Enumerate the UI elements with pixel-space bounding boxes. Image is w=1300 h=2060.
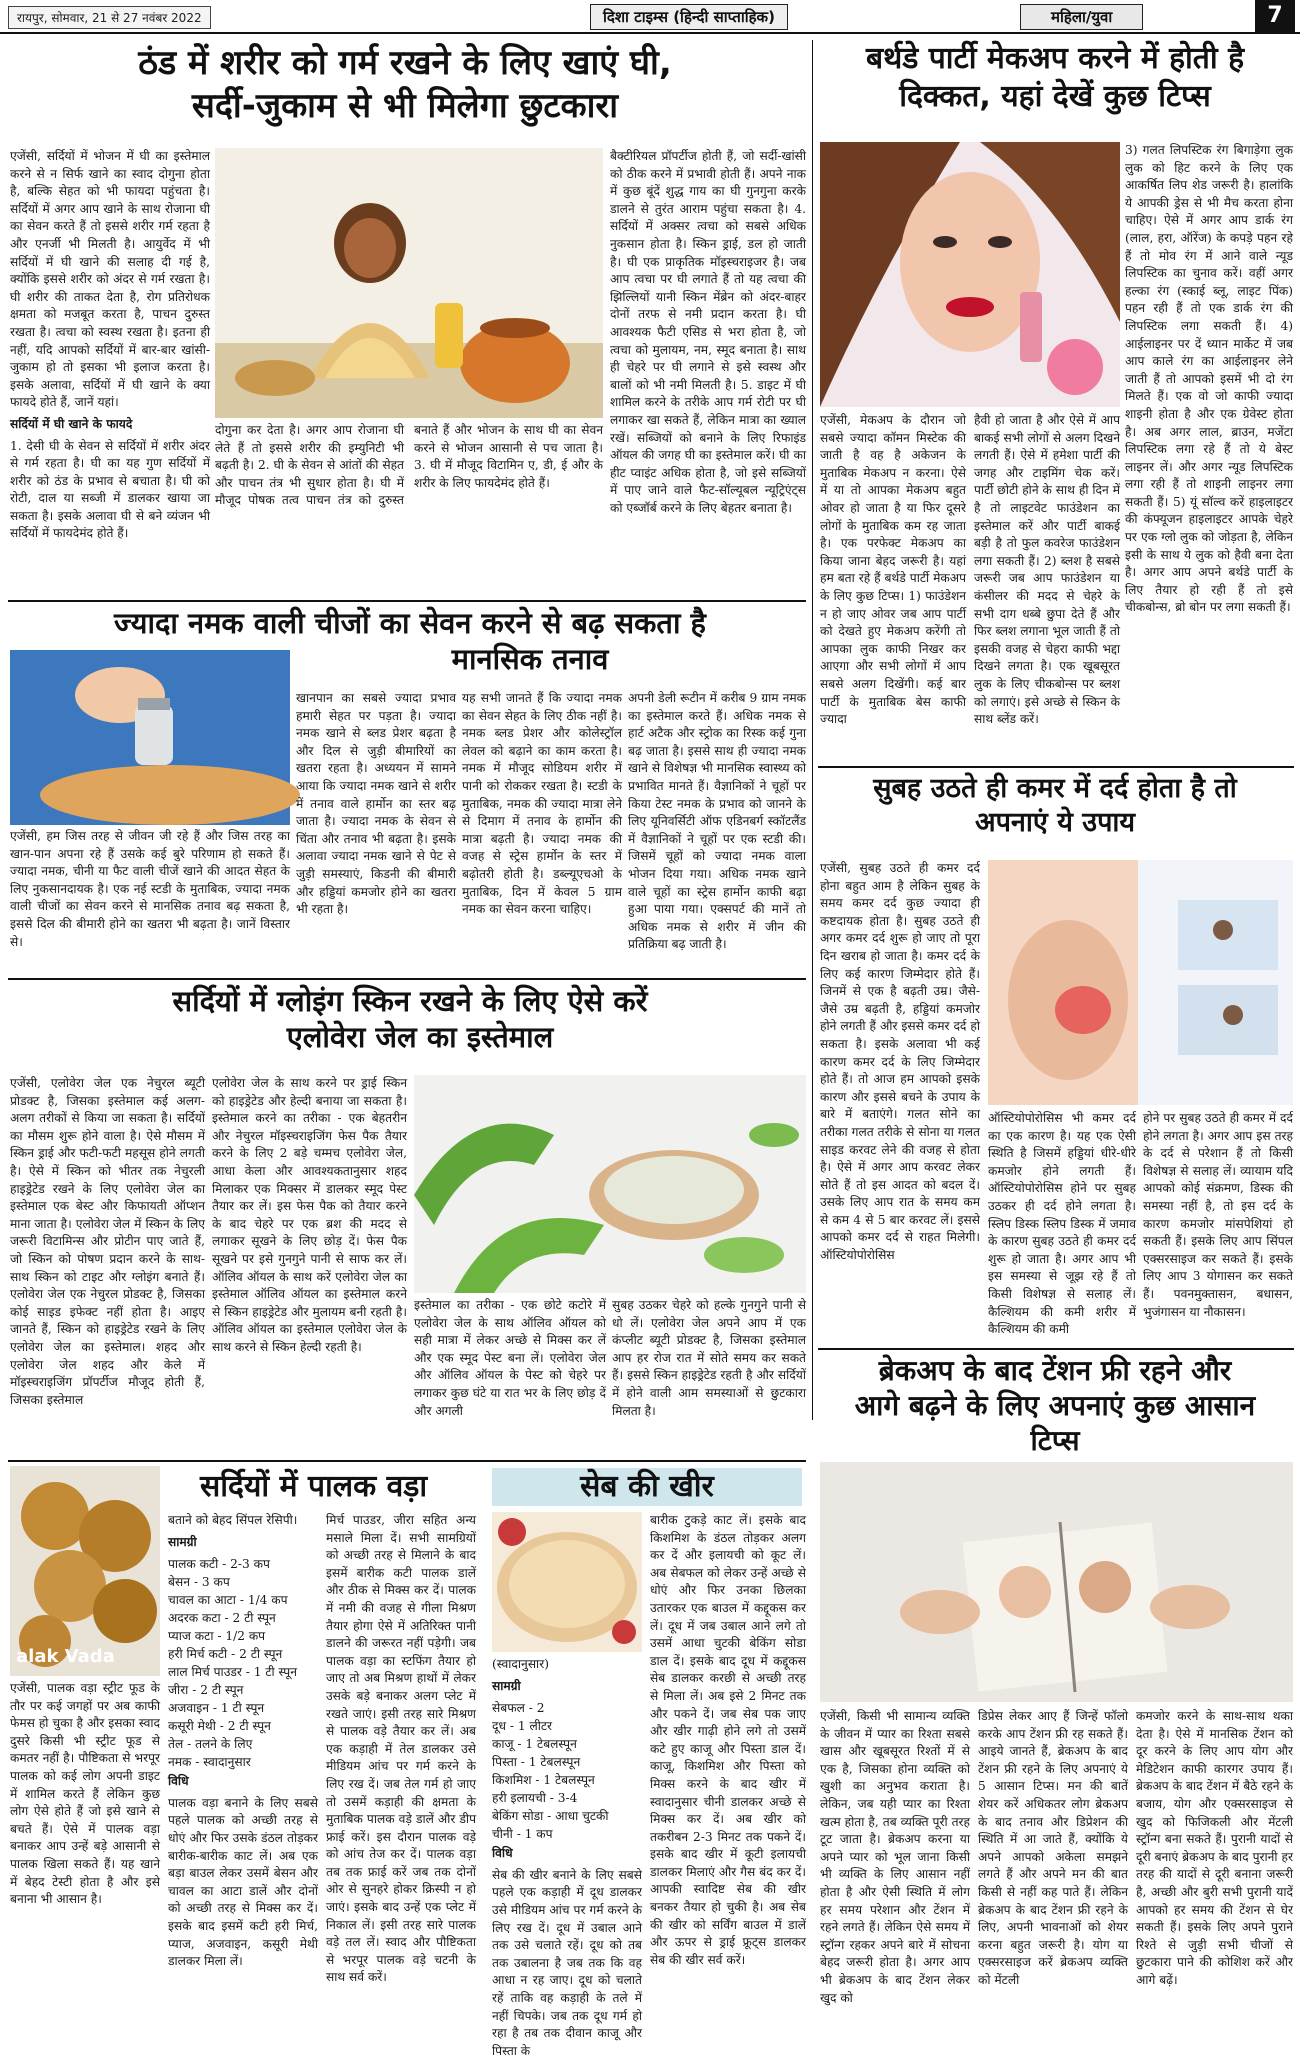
ghee-headline-line1: ठंड में शरीर को गर्म रखने के लिए खाएं घी, (138, 43, 672, 83)
salt-column-4 (628, 690, 806, 976)
salt-col3-text: यह सभी जानते हैं कि ज्यादा नमक का सेवन सेहत के लिए ठीक नहीं है। नमक ब्लड प्रेशर और कोलेस्ट्रॉल लेवल को बढ़ाने का काम करता है। नमक में मौजूद सोडियम शरीर में पानी को रोककर रखता है। स्टडी के मुताबिक, नमक की ज्यादा मात्रा लेने से दिमाग में तनाव के हार्मोन की मात्रा बढ़ती है। ज्यादा नमक की वजह से स्ट्रेस हार्मोन के स्तर में बढ़ोतरी होती है। डब्ल्यूएचओ के मुताबिक, दिन में केवल 5 ग्राम नमक का सेवन करना चाहिए। (462, 691, 622, 917)
ghee-column-2 (215, 422, 603, 598)
salt-headline-line2: मानसिक तनाव (451, 642, 609, 677)
aloe-headline (60, 983, 760, 1056)
palak-left-paragraph: एजेंसी, पालक वड़ा स्ट्रीट फूड के तौर पर कई जगहों पर अब काफी फेमस हो चुका है और इसका स्वाद दुसरे किसी भी स्ट्रीट फूड से कमतर नहीं है। पौष्टिकता से भरपूर पालक को कई लोग अपनी डाइट में शामिल करते हैं लेकिन कुछ लोग ऐसे होते हैं जो इसे खाने से बचते हैं। ऐसे में पालक वड़ा बनाकर आप उन्हें बड़े आसानी से पालक खिला सकते हैं। यह खाने में बेहद टेस्टी होता है और इसे बनाना भी आसान है। (10, 1681, 160, 1907)
palak-ingredients-list (168, 1555, 318, 1771)
kheer-photo (492, 1512, 642, 1652)
palak-method-heading: विधि (168, 1774, 189, 1789)
masthead-section: महिला/युवा (1020, 4, 1143, 30)
backpain-col2-text: ऑस्टियोपोरोसिस भी कमर दर्द का एक कारण है। यह एक ऐसी स्थिति है जिसमें हड्डियां धीरे-धीरे कमजोर होने लगती हैं। ऑस्टियोपोरोसिस होने पर सुबह उठकर ही दर्द होने लगता है। स्लिप डिस्क स्लिप डिस्क में जमाव के कारण सुबह उठते ही कमर दर्द शुरू हो जाता है। अगर आप भी इस समस्या से जूझ रहे हैं तो किसी विशेषज्ञ से सलाह लें। कैल्शियम की कमी शरीर में कैल्शियम की कमी (988, 1111, 1136, 1337)
backpain-photo (988, 860, 1293, 1105)
kheer-servings: (स्वादानुसार) (492, 1657, 549, 1671)
palak-ingredient: हरी मिर्च कटी - 2 टी स्पून (168, 1647, 283, 1662)
breakup-column-3 (1136, 1708, 1293, 2045)
breakup-photo (820, 1462, 1293, 1702)
aloe-photo (414, 1075, 806, 1293)
kheer-ingredients-list (492, 1699, 642, 1843)
palak-ingredient: नमक - स्वादानुसार (168, 1755, 251, 1770)
makeup-col2-text: हैवी हो जाता है और ऐसे में आप बाकई सभी लोगों से अलग दिखने लगती हैं। ऐसे में हमेशा पार्टी की जगह और टाइमिंग चेक करें। पार्टी छोटी होने के साथ ही दिन में है तो लाइटवेट फाउंडेशन का इस्तेमाल करें और पार्टी बाकई बड़ी है तो फुल कवरेज फाउंडेशन लगा सकती हैं। 2) ब्लश है सबसे जरूरी जब आप फाउंडेशन या कंसीलर की मदद से चेहरे के सभी दाग धब्बे छुपा देते हैं और फिर ब्लश लगाना भूल जाती हैं तो इसकी वजह से चेहरा काफी भद्दा दिखने लगता है। एक खूबसूरत लुक के लिए चीकबोन्स पर ब्लश को लगाएं। इसे अच्छे से स्किन के साथ ब्लेंड करें। (974, 413, 1120, 727)
kheer-method-heading: विधि (492, 1846, 513, 1861)
palak-photo (10, 1466, 160, 1676)
kheer-ingredient: काजू - 1 टेबलस्पून (492, 1737, 577, 1752)
palak-column-2 (326, 1512, 476, 2045)
backpain-headline-line1: सुबह उठते ही कमर में दर्द होता है तो (873, 773, 1237, 804)
aloe-column-3 (414, 1297, 606, 1455)
ghee-col3-text: बैक्टीरियल प्रॉपर्टीज होती हैं, जो सर्दी-खांसी को ठीक करने में प्रभावी होती हैं। अपने नाक में कुछ बूंदें शुद्ध गाय का घी गुनगुना करके डालने से तुरंत आराम पहुंचा सकता है। 4. सर्दियों में अक्सर त्वचा को सबसे अधिक नुकसान होता है। स्किन ड्राई, डल हो जाती है। घी एक प्राकृतिक मॉइस्चराइजर है। जब आप त्वचा पर घी लगाते हैं तो यह त्वचा की झिल्लियों यानी स्किन मेंब्रेन को अंदर-बाहर दोनों तरफ से नमी प्रदान करता है। घी आवश्यक फैटी एसिड से भरा होता है, जो त्वचा को मुलायम, नम, स्मूद बनाता है। साथ ही चेहरे पर घी लगाने से इसे स्वस्थ और बालों को भी नमी मिलती है। 5. डाइट में घी शामिल करने के तरीके आप गर्म रोटी पर घी लगाकर खा सकते हैं, लेकिन मात्रा का ख्याल रखें। सब्जियों को बनाने के लिए रिफाइंड ऑयल की जगह घी का इस्तेमाल करें। घी का हीट प्वाइंट अधिक होता है, जो इसे सब्जियों में पाए जाने वाले फैट-सॉल्यूबल न्यूट्रिएंट्स को एब्जॉर्ब करने के लिए बेहतर बनाता है। (610, 149, 806, 515)
ghee-column-1 (10, 148, 210, 598)
column-divider (812, 40, 813, 1420)
salt-headline-line1: ज्यादा नमक वाली चीजों का सेवन करने से बढ़ सकता है (114, 606, 706, 640)
palak-ingredient: जीरा - 2 टी स्पून (168, 1683, 244, 1698)
makeup-headline-line1: बर्थडे पार्टी मेकअप करने में होती है (865, 41, 1245, 76)
salt-col2-text: खानपान का सबसे ज्यादा प्रभाव हमारी सेहत पर पड़ता है। ज्यादा नमक खाने से ब्लड प्रेशर बढ़ता है और दिल से जुड़ी बीमारियों का खतरा रहता है। अध्ययन में सामने आया कि ज्यादा नमक खाने से शरीर में तनाव वाले हार्मोन का स्तर बढ़ जाता है। ज्यादा नमक के सेवन से चिंता और तनाव भी बढ़ता है। इसके अलावा ज्यादा नमक खाने से पेट से जुड़ी समस्याएं, किडनी की बीमारी और हड्डियां कमजोर होने का खतरा भी रहता है। (296, 691, 456, 917)
salt-column-2 (296, 690, 456, 976)
kheer-left-column (492, 1656, 642, 2058)
aloe-column-4 (612, 1297, 806, 1455)
backpain-column-2 (988, 1110, 1136, 1340)
palak-method-text: पालक वड़ा बनाने के लिए सबसे पहले पालक को अच्छी तरह से धोएं और फिर उसके डंठल तोड़कर बारीक-बारीक काट लें। अब एक बड़ा बाउल लेकर उसमें बेसन और चावल का आटा डालें और दोनों को अच्छी तरह से मिक्स कर दें। इसके बाद इसमें कटी हरी मिर्च, प्याज, अजवाइन, कसूरी मेथी डालकर मिला लें। (168, 1795, 318, 1969)
backpain-column-1 (820, 860, 980, 1340)
palak-intro: बताने को बेहद सिंपल रेसिपी। (168, 1513, 298, 1527)
palak-column-1 (168, 1512, 318, 2045)
salt-bottom-rule (8, 978, 806, 980)
palak-ingredient: लाल मिर्च पाउडर - 1 टी स्पून (168, 1665, 297, 1680)
aloe-col1-text: एजेंसी, एलोवेरा जेल एक नेचुरल ब्यूटी प्रोडक्ट है, जिसका इस्तेमाल कई अलग-अलग तरीकों से किया जा सकता है। सर्दियों का मौसम शुरू होने वाला है। ऐसे मौसम में स्किन ड्राई और फटी-फटी महसूस होने लगती है। ऐसे में स्किन को भीतर तक नेचुरली हाइड्रेटेड रखने के लिए एलोवेरा जेल का इस्तेमाल एक बेस्ट और किफायती ऑप्शन माना जाता है। एलोवेरा जेल में स्किन के लिए जरूरी विटामिन्स और प्रोटीन पाए जाते हैं, जो स्किन को पोषण प्रदान करने के साथ-साथ स्किन को टाइट और ग्लोइंग बनाते हैं। एलोवेरा जेल एक नेचुरल प्रोडक्ट है, जिसका कोई साइड इफेक्ट नहीं होता है। आइए जानते हैं, स्किन को हाइड्रेटेड रखने के लिए एलोवेरा जेल का इस्तेमाल। शहद और एलोवेरा जेल शहद और केले में मॉइस्चराइजिंग प्रॉपर्टीज मौजूद होती हैं, जिसका इस्तेमाल (10, 1076, 205, 1407)
kheer-right-text: बारीक टुकड़े काट लें। इसके बाद किशमिश के डंठल तोड़कर अलग कर दें और इलायची को कूट लें। अब सेबफल को लेकर उन्हें अच्छे से धोएं और फिर उनका छिलका उतारकर एक बाउल में कद्दूकस कर लें। दूध में जब उबाल आने लगे तो उसमें आधा चुटकी बेकिंग सोडा डाल दें। इसके बाद दूध में कद्दूकस सेब डालकर करछी से अच्छी तरह से मिला लें। अब इसे 2 मिनट तक और पकने दें। जब सेब पक जाए और खीर गाढ़ी होने लगे तो उसमें कटे हुए काजू और पिस्ता डाल दें। काजू, किशमिश और पिस्ता को मिक्स करने के बाद खीर में स्वादानुसार चीनी डालकर अच्छे से मिक्स कर दें। अब खीर को तकरीबन 2-3 मिनट तक पकने दें। इसके बाद खीर में कूटी इलायची डालकर मिलाएं और गैस बंद कर दें। आपकी स्वादिष्ट सेब की खीर बनकर तैयार हो चुकी है। अब सेब की खीर को सर्विंग बाउल में डालें और ऊपर से ड्राई फ्रूट्स डालकर सेब की खीर सर्व करें। (650, 1513, 806, 1967)
kheer-ingredient: किशमिश - 1 टेबलस्पून (492, 1773, 595, 1788)
aloe-headline-line2: एलोवेरा जेल का इस्तेमाल (286, 1020, 554, 1055)
breakup-headline-line3: टिप्स (1030, 1424, 1080, 1457)
makeup-column-2 (974, 412, 1120, 762)
kheer-method-text: सेब की खीर बनाने के लिए सबसे पहले एक कड़ाही में दूध डालकर उसे मीडियम आंच पर गर्म करने के लिए रख दें। दूध में उबाल आने तक उसे चलाते रहें। दूध को तब तक उबालना है जब तक कि वह आधा न रह जाए। दूध को चलाते रहें ताकि वह कड़ाही के तले में नहीं चिपके। जब तक दूध गर्म हो रहा है तब तक दीवान काजू और पिस्ता के (492, 1867, 642, 2058)
palak-ingredient: अजवाइन - 1 टी स्पून (168, 1701, 265, 1716)
breakup-headline-line1: ब्रेकअप के बाद टेंशन फ्री रहने और (878, 1354, 1232, 1387)
palak-col2-text: मिर्च पाउडर, जीरा सहित अन्य मसाले मिला दें। सभी सामग्रियों को अच्छी तरह से मिलाने के बाद इसमें बारीक कटी पालक डालें और ठीक से मिक्स कर दें। पालक में नमी की वजह से गीला मिश्रण तैयार होगा ऐसे में अतिरिक्त पानी डालने की जरूरत नहीं पड़ेगी। जब पालक वड़ा का स्टफिंग तैयार हो जाए तो अब मिश्रण हाथों में लेकर उसके बड़े बनाकर अलग प्लेट में रखते जाएं। इसी तरह सारे मिश्रण से पालक वड़े तैयार कर लें। अब एक कड़ाही में तेल डालकर उसे मीडियम आंच पर गर्म करने के लिए रख दें। जब तेल गर्म हो जाए तो उसमें कड़ाही की क्षमता के मुताबिक पालक वड़े डालें और डीप फ्राई करें। इस दौरान पालक वड़े को आंच तेज कर दें। पालक वड़ा तब तक फ्राई करें जब तक दोनों ओर से सुनहरे होकर क्रिस्पी न हो जाएं। इसके बाद उन्हें एक प्लेट में निकाल लें। इसी तरह सारे पालक वड़े तल लें। स्वाद और पौष्टिकता से भरपूर पालक वड़े चटनी के साथ सर्व करें। (326, 1513, 476, 1985)
aloe-col2-text: एलोवेरा जेल के साथ करने पर ड्राई स्किन को हाइड्रेटेड और हेल्दी बनाया जा सकता है। इस्तेमाल करने का तरीका - एक बेहतरीन और नेचुरल मॉइस्चराइजिंग फेस पैक तैयार करने के लिए 2 बड़े चम्मच एलोवेरा जेल, आधा केला और आवश्यकतानुसार शहद मिलाकर एक मिक्सर में डालकर स्मूद पेस्ट तैयार कर लें। इस फेस पैक को तैयार करने के बाद चेहरे पर एक ब्रश की मदद से लगाकर सूखने के लिए छोड़ दें। फेस पैक सूखने पर इसे गुनगुने पानी से साफ कर लें। ऑलिव ऑयल के साथ करें एलोवेरा जेल का इस्तेमाल ऑलिव ऑयल का इस्तेमाल करने से स्किन हाइड्रेटेड और मुलायम बनी रहती है। ऑलिव ऑयल का इस्तेमाल एलोवेरा जेल के साथ करने से स्किन हेल्दी रहती है। (212, 1076, 407, 1354)
salt-col4-text: अपनी डेली रूटीन में करीब 9 ग्राम नमक का इस्तेमाल करते हैं। अधिक नमक से हार्ट अटैक और स्ट्रोक का रिस्क कई गुना बढ़ जाता है। इससे साथ ही ज्यादा नमक खाने से विशेषज्ञ भी मानसिक स्वास्थ्य को प्रभावित मानते हैं। वैज्ञानिकों ने चूहों पर किया टेस्ट नमक के प्रभाव को जानने के लिए यूनिवर्सिटी ऑफ एडिनबर्ग स्कॉटलैंड में वैज्ञानिकों ने चूहों पर एक स्टडी की। जिसमें चूहों को ज्यादा नमक वाला भोजन दिया गया। अधिक नमक खाने वाले चूहों का स्ट्रेस हार्मोन काफी बढ़ा हुआ पाया गया। एक्सपर्ट की मानें तो अधिक नमक से शरीर में जीन की प्रतिक्रिया बढ़ जाती है। (628, 691, 806, 952)
palak-ingredient: बेसन - 3 कप (168, 1575, 230, 1590)
masthead-paper-name: दिशा टाइम्स (हिन्दी साप्ताहिक) (590, 4, 788, 30)
kheer-ingredient: चीनी - 1 कप (492, 1827, 553, 1842)
salt-col1-text: एजेंसी, हम जिस तरह से जीवन जी रहे हैं और जिस तरह का खान-पान अपना रहे हैं उसके कई बुरे परिणाम हो सकते हैं। ज्यादा नमक, चीनी या फैट वाली चीजें खाने की आदत सेहत के लिए नुकसानदायक है। एक नई स्टडी के मुताबिक, ज्यादा नमक वाली चीजों का सेवन करने से मानसिक तनाव बढ़ सकता है, इससे दिल की बीमारी होने का खतरा भी बढ़ता है। जानें विस्तार से। (10, 829, 290, 949)
aloe-headline-line1: सर्दियों में ग्लोइंग स्किन रखने के लिए ऐसे करें (172, 984, 648, 1018)
backpain-headline-line2: अपनाएं ये उपाय (974, 806, 1136, 838)
breakup-column-2 (978, 1708, 1128, 2045)
ghee-col1-text: एजेंसी, सर्दियों में भोजन में घी का इस्तेमाल करने से न सिर्फ खाने का स्वाद दोगुना होता है, बल्कि सेहत को भी फायदा पहुंचता है। सर्दियों में अगर आप खाने के साथ रोजाना घी का सेवन करते हैं तो इससे शरीर गर्म रहता है और एनर्जी भी मिलती है। आयुर्वेद में भी सर्दियों में घी खाने की सलाह दी गई है, क्योंकि इससे शरीर को अंदर से गर्म रखता है। घी शरीर की ताकत देता है, रोग प्रतिरोधक क्षमता को मजबूत करता है, पाचन दुरुस्त रखता है। त्वचा को स्वस्थ रखता है। इतना ही नहीं, यदि आपको सर्दियों में बार-बार खांसी-जुकाम हो तो इसका भी इलाज करता है। इसके अलावा, सर्दियों में घी खाने के क्या फायदे होते हैं, जानें यहां। (10, 149, 210, 410)
kheer-ingredient: दूध - 1 लीटर (492, 1719, 553, 1734)
backpain-col3-text: होने पर सुबह उठते ही कमर में दर्द होने लगता है। अगर आप इस तरह के दर्द से परेशान हैं तो किसी विशेषज्ञ से सलाह लें। व्यायाम यदि आपको कोई संक्रमण, डिस्क की समस्या नहीं है, तो इस दर्द के कारण कमजोर मांसपेशियां हो सकती हैं। इसके लिए आप सिंपल एक्सरसाइज कर सकते हैं। इसके लिए आप 3 योगासन कर सकते हैं। पवनमुक्तासन, बधासन, भुजंगासन या नौकासन। (1143, 1111, 1293, 1319)
kheer-right-column (650, 1512, 806, 2045)
makeup-headline-line2: दिक्कत, यहां देखें कुछ टिप्स (899, 78, 1211, 114)
makeup-col1-text: एजेंसी, मेकअप के दौरान जो सबसे ज्यादा कॉमन मिस्टेक की जाती है वह है अकेजन के मुताबिक मेकअप न करना। ऐसे में या तो आपका मेकअप बहुत ओवर हो जाता है या फिर दूसरे लोगों के मुताबिक कम रह जाता है। एक परफेक्ट मेकअप का किया जाना बेहद जरूरी है। यहां हम बता रहे हैं बर्थडे पार्टी मेकअप के लिए कुछ टिप्स। 1) फाउंडेशन न हो जाए ओवर जब आप पार्टी को देखते हुए मेकअप करेंगी तो आपका लुक काफी निखर कर आएगा और सभी लोगों में आप सबसे अलग दिखेंगी। कई बार पार्टी के मुताबिक बेस काफी ज्यादा (820, 413, 966, 727)
kheer-ingredient: सेबफल - 2 (492, 1701, 545, 1716)
makeup-headline (820, 40, 1290, 115)
breakup-headline-line2: आगे बढ़ने के लिए अपनाएं कुछ आसान (854, 1389, 1256, 1422)
ghee-col2-text: दोगुना कर देता है। अगर आप रोजाना घी लेते हैं तो इससे शरीर की इम्युनिटी भी बढ़ती है। 2. घी के सेवन से आंतों की सेहत और पाचन तंत्र भी सुधार होता है। घी में मौजूद पोषक तत्व पाचन तंत्र को दुरुस्त बनाते हैं और भोजन के साथ घी का सेवन करने से भोजन आसानी से पच जाता है। 3. घी में मौजूद विटामिन ए, डी, ई और के शरीर के लिए फायदेमंद होते हैं। (215, 423, 603, 508)
palak-ingredient: अदरक कटा - 2 टी स्पून (168, 1611, 276, 1626)
ghee-bottom-rule (8, 600, 806, 602)
ghee-headline (10, 42, 800, 127)
ghee-col1-subheading: सर्दियों में घी खाने के फायदे (10, 416, 133, 431)
masthead-date: रायपुर, सोमवार, 21 से 27 नवंबर 2022 (8, 6, 211, 29)
makeup-column-1 (820, 412, 966, 762)
ghee-col1-text2: 1. देसी घी के सेवन से सर्दियों में शरीर अंदर से गर्म रहता है। घी का यह गुण सर्दियों में शरीर को ठंड के प्रभाव से बचाता है। घी को रोटी, दाल या सब्जी में डालकर खाया जा सकता है। इसके अलावा घी से बने व्यंजन भी सर्दियों में फायदेमंद होते हैं। (10, 438, 210, 541)
aloe-bottom-rule (8, 1460, 806, 1462)
kheer-ingredient: पिस्ता - 1 टेबलस्पून (492, 1755, 581, 1770)
palak-ingredient: प्याज कटा - 1/2 कप (168, 1629, 266, 1644)
page-number: 7 (1255, 0, 1295, 32)
masthead (0, 0, 1300, 34)
makeup-right-text: 3) गलत लिपस्टिक रंग बिगाड़ेगा लुक लुक को हिट करने के लिए एक आकर्षित लिप शेड जरूरी है। हालांकि ये आपकी ड्रेस से भी मैच करता होना चाहिए। ऐसे में अगर आप डार्क रंग (लाल, हरा, ऑरेंज) के कपड़े पहन रहे हैं तो मोव रंग में आने वाले न्यूड लिपस्टिक का चुनाव करें। वहीं अगर हल्का रंग (स्काई ब्लू, लाइट पिंक) पहन रही हैं तो एक डार्क रंग की लिपस्टिक लगा सकती हैं। 4) आईलाइनर पर दें ध्यान मार्केट में जब आप काले रंग का आईलाइनर लेने जाती हैं तो आपको इसमें भी दो रंग मिलते हैं। एक वो जो काफी ज्यादा शाइनी होता है और एक ग्रेवेस्ट होता है। अब अगर लाल, ब्राउन, मजेंटा लिपस्टिक लगा रहे हैं तो ये बेस्ट लाइनर लें। और अगर न्यूड लिपस्टिक लगा रही हैं तो शाइनी लाइनर लगा सकती हैं। 5) यूं सॉल्व करें हाइलाइटर की कंफ्यूजन हाइलाइटर आपके चेहरे पर एक ग्लो लुक को जोड़ता है, लेकिन इसी के साथ ये लुक को हैवी बना देता है। अगर आप अपने बर्थडे पार्टी के लिए तैयार हो रही हैं तो इसे चीकबोन्स, ब्रो बोन पर लगा सकती हैं। (1125, 143, 1293, 615)
makeup-bottom-rule (818, 766, 1294, 768)
breakup-col3-text: कमजोर करने के साथ-साथ थका देता है। ऐसे में मानसिक टेंशन को दूर करने के लिए आप योग और मेडिटेशन काफी कारगर उपाय हैं। ब्रेकअप के बाद टेंशन में बैठे रहने के बजाय, योग और एक्सरसाइज से खुद को फिजिकली और मेंटली स्ट्रॉन्ग बना सकते हैं। पुरानी यादों से दूरी बनाएं ब्रेकअप के बाद पुरानी हर तरह की यादों से दूरी बनाना जरूरी है, अच्छी और बुरी सभी पुरानी यादें आपको हर समय की टेंशन से घेर सकती हैं। इसके लिए अपने पुराने रिश्ते से जुड़ी सभी चीजों से छुटकारा पाने की कोशिश करें और आगे बढ़ें। (1136, 1709, 1293, 1987)
palak-left-text (10, 1680, 160, 2045)
kheer-ingredients-heading: सामग्री (492, 1678, 521, 1693)
breakup-col1-text: एजेंसी, किसी भी सामान्य व्यक्ति के जीवन में प्यार का रिश्ता सबसे खास और खूबसूरत रिश्तों में से एक है, जिसका होना व्यक्ति को खुशी का अनुभव कराता है। लेकिन, जब यही प्यार का रिश्ता खत्म होता है, तब व्यक्ति पूरी तरह टूट जाता है। ब्रेकअप करना या अपने प्यार को भूल जाना किसी भी व्यक्ति के लिए आसान नहीं होता है और ऐसी स्थिति में लोग हर समय परेशान और टेंशन में रहने लगते हैं। लेकिन ऐसे समय में स्ट्रॉन्ग रहकर अपने बारे में सोचना बेहद जरूरी होता है। अगर आप भी ब्रेकअप के बाद टेंशन लेकर खुद को (820, 1709, 970, 2005)
kheer-ingredient: बेकिंग सोडा - आधा चुटकी (492, 1809, 609, 1824)
palak-ingredient: कसूरी मेथी - 2 टी स्पून (168, 1719, 271, 1734)
palak-ingredient: चावल का आटा - 1/4 कप (168, 1593, 288, 1608)
backpain-headline (820, 772, 1290, 840)
aloe-column-2 (212, 1075, 407, 1455)
makeup-right-column (1125, 142, 1293, 762)
palak-ingredients-heading: सामग्री (168, 1534, 197, 1549)
ghee-photo (215, 148, 603, 418)
ghee-column-3 (610, 148, 806, 598)
breakup-headline (820, 1353, 1290, 1458)
aloe-col3-text: इस्तेमाल का तरीका - एक छोटे कटोरे में एलोवेरा जेल के साथ ऑलिव ऑयल को सही मात्रा में लेकर अच्छे से मिक्स कर लें और एक स्मूद पेस्ट बना लें। एलोवेरा जेल और ऑलिव ऑयल के पेस्ट को चेहरे पर लगाकर कुछ घंटे या रात भर के लिए छोड़ दें और अगली (414, 1298, 606, 1418)
salt-photo (10, 650, 290, 825)
backpain-bottom-rule (818, 1348, 1294, 1350)
kheer-headline: सेब की खीर (492, 1468, 802, 1506)
aloe-column-1 (10, 1075, 205, 1455)
palak-photo-caption: alak Vada (16, 1646, 115, 1667)
palak-ingredient: तेल - तलने के लिए (168, 1737, 253, 1752)
palak-ingredient: पालक कटी - 2-3 कप (168, 1557, 270, 1572)
backpain-col1-text: एजेंसी, सुबह उठते ही कमर दर्द होना बहुत आम है लेकिन सुबह के समय कमर दर्द कुछ ज्यादा ही कष्टदायक होता है। सुबह उठते ही अगर कमर दर्द शुरू हो जाए तो पूरा दिन खराब हो जाता है। कमर दर्द के लिए कई कारण जिम्मेदार होते हैं। जिनमें से एक है बढ़ती उम्र। जैसे-जैसे उम्र बढ़ती है, हड्डियां कमजोर होने लगती हैं और इससे कमर दर्द हो सकता है। इसके अलावा भी कई कारण कमर दर्द के लिए जिम्मेदार होते हैं। तो आज हम आपको इसके कारण और इससे बचने के उपाय के बारे में बताएंगे। गलत सोने का तरीका गलत तरीके से सोना या गलत साइड करवट लेने की वजह से होता है। ऐसे में अगर आप करवट लेकर सोते हैं तो इस आदत को बदल दें। उसके लिए आप रात के समय कम से कम 4 से 5 बार करवट लें। इससे आपको कमर दर्द से राहत मिलेगी। ऑस्टियोपोरोसिस (820, 861, 980, 1263)
salt-column-3 (462, 690, 622, 976)
palak-headline: सर्दियों में पालक वड़ा (200, 1469, 428, 1504)
backpain-column-3 (1143, 1110, 1293, 1340)
kheer-ingredient: हरी इलायची - 3-4 (492, 1791, 578, 1806)
aloe-col4-text: सुबह उठकर चेहरे को हल्के गुनगुने पानी से धो लें। एलोवेरा जेल अपने आप में एक कंप्लीट ब्यूटी प्रोडक्ट है, जिसका इस्तेमाल आप हर रोज रात में सोते समय कर सकते हैं। इससे स्किन हाइड्रेटेड रहती है और सर्दियों में होने वाली आम समस्याओं से छुटकारा मिलता है। (612, 1298, 806, 1418)
breakup-col2-text: डिप्रेस लेकर आए हैं जिन्हें फॉलो करके आप टेंशन फ्री रह सकते हैं। आइये जानते हैं, ब्रेकअप के बाद टेंशन फ्री रहने के लिए अपनाएं ये 5 आसान टिप्स। मन की बातें शेयर करें अधिकतर लोग ब्रेकअप के बाद तनाव और डिप्रेशन की स्थिति में आ जाते हैं, क्योंकि ये अपने आपको अकेला समझने लगते हैं और अपने मन की बात किसी से नहीं कह पाते हैं। लेकिन ब्रेकअप के बाद टेंशन फ्री रहने के लिए, अपनी भावनाओं को शेयर करना बहुत जरूरी है। योग या एक्सरसाइज करें ब्रेकअप व्यक्ति को मेंटली (978, 1709, 1128, 1987)
ghee-headline-line2: सर्दी-जुकाम से भी मिलेगा छुटकारा (191, 85, 619, 126)
makeup-photo (820, 142, 1120, 407)
salt-column-1 (10, 828, 290, 976)
breakup-column-1 (820, 1708, 970, 2045)
